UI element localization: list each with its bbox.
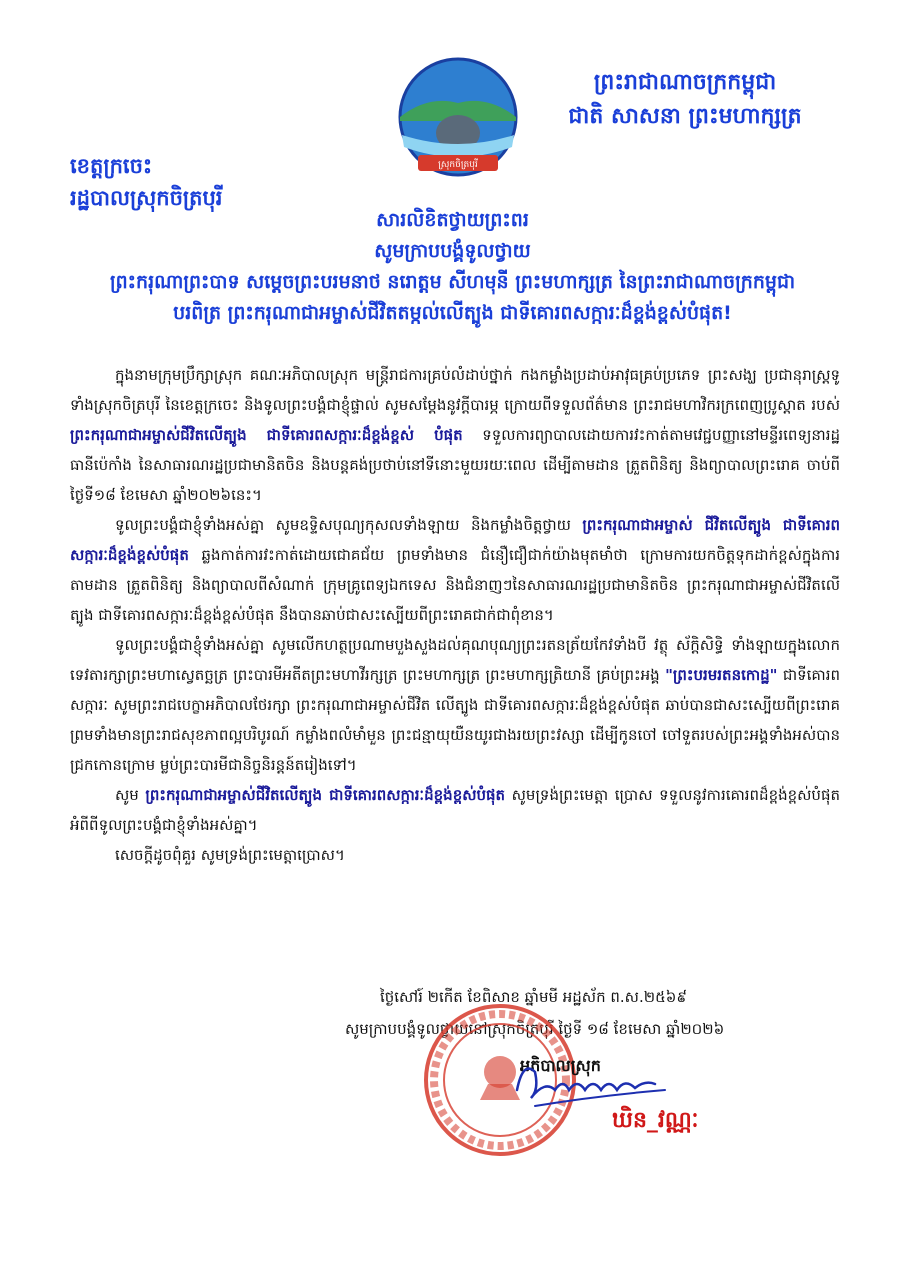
heading-line-2: សូមក្រាបបង្គំទូលថ្វាយ: [374, 240, 531, 262]
paragraph-1: ក្នុងនាមក្រុមប្រឹក្សាស្រុក គណៈអភិបាលស្រុក មន្ត្រីរាជការគ្រប់លំដាប់ថ្នាក់ កងកម្លាំងប្រដាប់អាវុធគ្រប់ប្រភេទ ព្រះសង្ឃ ប្រជានុរាស្ត្រទូទាំងស្រុកចិត្របុរី នៃខេត្តក្រចេះ និងទូលព្រះបង្គំជាខ្ញុំផ្ទាល់ សូមសម្តែងនូវក្តីបារម្ភ ក្រោយពីទទួលព័ត៌មាន ព្រះរាជមហាវិករក្រពេញប្រូស្តាត របស់ ព្រះករុណាជាអម្ចាស់ជីវិតលើត្បូង ជាទីគោរពសក្ការៈដ៏ខ្ពង់ខ្ពស់ បំផុត ទទួលការព្យាបាលដោយការវះកាត់តាមវេជ្ជបញ្ញានៅមន្ទីរពេទ្យនារដ្ឋធានីប៉េកាំង នៃសាធារណរដ្ឋប្រជាមានិតចិន និងបន្តគង់ប្រថាប់នៅទីនោះមួយរយៈពេល ដើម្បីតាមដាន ត្រួតពិនិត្យ និងព្យាបាលព្រះរោគ ចាប់ពីថ្ងៃទី១៨ ខែមេសា ឆ្នាំ២០២៦នេះ។: [70, 366, 840, 504]
paragraph-4: សូម ព្រះករុណាជាអម្ចាស់ជីវិតលើត្បូង ជាទីគោរពសក្ការៈដ៏ខ្ពង់ខ្ពស់បំផុត សូមទ្រង់ព្រះមេត្តា ប្រោស ទទួលនូវការគោរពដ៏ខ្ពង់ខ្ពស់បំផុតអំពីពីទូលព្រះបង្គំជាខ្ញុំទាំងអស់គ្នា។: [70, 786, 840, 834]
official-name: ឃិន_វណ្ណៈ: [612, 1108, 699, 1133]
heading-line-4: បរពិត្រ ព្រះករុណាជាអម្ចាស់ជីវិតតម្កល់លើត្បូង ជាទីគោរពសក្ការៈដ៏ខ្ពង់ខ្ពស់បំផុត!: [173, 302, 732, 324]
district-logo: [388, 55, 528, 195]
province-name: ខេត្តក្រចេះ: [70, 154, 153, 178]
heading-line-1: សារលិខិតថ្វាយព្រះពរ: [376, 209, 529, 231]
kingdom-motto: [535, 66, 835, 134]
kingdom-line: ព្រះរាជាណាចក្រកម្ពុជា: [593, 70, 777, 95]
paragraph-5: សេចក្តីដូចពុំគួរ សូមទ្រង់ព្រះមេត្តាប្រោស។: [115, 846, 345, 864]
heading-line-3: ព្រះករុណាព្រះបាទ សម្តេចព្រះបរមនាថ នរោត្តម សីហមុនី ព្រះមហាក្សត្រ នៃព្រះរាជាណាចក្រកម្ពុជា: [109, 271, 796, 293]
solar-date-place: សូមក្រាបបង្គំទូលថ្វាយនៅស្រុកចិត្របុរី ថ្ងៃទី ១៨ ខែមេសា ឆ្នាំ២០២៦: [345, 1020, 725, 1038]
paragraph-3: ទូលព្រះបង្គំជាខ្ញុំទាំងអស់គ្នា សូមលើកហត្ថប្រណាមបួងសួងដល់គុណបុណ្យព្រះរតនត្រ័យកែវទាំងបី វត្ថុ ស័ក្តិសិទ្ធិ ទាំងឡាយក្នុងលោក ទេវតារក្សាព្រះមហាស្វេតច្ឆត្រ ព្រះបារមីអតីតព្រះមហាវីរក្សត្រ ព្រះមហាក្សត្រ ព្រះមហាក្សត្រិយានី គ្រប់ព្រះអង្គ "ព្រះបរមរតនកោដ្ឋ" ជាទីគោរពសក្ការៈ សូមព្រះរាជបេក្ខាអភិបាលថែរក្សា ព្រះករុណាជាអម្ចាស់ជីវិត លើត្បូង ជាទីគោរពសក្ការៈដ៏ខ្ពង់ខ្ពស់បំផុត ឆាប់បានជាសះស្បើយពីព្រះរោគ ព្រមទាំងមានព្រះរាជសុខភាពល្អបរិបូរណ៍ កម្លាំងពលំមាំមួន ព្រះជន្មាយុយឺនយូរជាងរយព្រះវស្សា ដើម្បីកូនចៅ ចៅទួតរបស់ព្រះអង្គទាំងអស់បានជ្រកកោនក្រោម ម្លប់ព្រះបារមីជានិច្ចនិរន្តន៍តរៀងទៅ។: [70, 636, 841, 774]
paragraph-2: ទូលព្រះបង្គំជាខ្ញុំទាំងអស់គ្នា សូមឧទ្ទិសបុណ្យកុសលទាំងឡាយ និងកម្លាំងចិត្តថ្វាយ ព្រះករុណាជាអម្ចាស់ ជីវិតលើត្បូង ជាទីគោរពសក្ការៈដ៏ខ្ពង់ខ្ពស់បំផុត ឆ្លងកាត់ការវះកាត់ដោយជោគជ័យ ព្រមទាំងមាន ជំនឿជឿជាក់យ៉ាងមុតមាំថា ក្រោមការយកចិត្តទុកដាក់ខ្ពស់ក្នុងការតាមដាន ត្រួតពិនិត្យ និងព្យាបាលពីសំណាក់ ក្រុមគ្រូពេទ្យឯកទេស និងជំនាញៗនៃសាធារណរដ្ឋប្រជាមានិតចិន ព្រះករុណាជាអម្ចាស់ជីវិតលើត្បូង ជាទីគោរពសក្ការៈដ៏ខ្ពង់ខ្ពស់បំផុត នឹងបានឆាប់ជាសះស្បើយពីព្រះរោគជាក់ជាពុំខាន។: [70, 516, 841, 624]
official-title: អភិបាលស្រុក: [520, 1056, 601, 1075]
logo-text: ស្រុកចិត្របុរី: [438, 160, 478, 170]
district-admin-name: រដ្ឋបាលស្រុកចិត្របុរី: [70, 186, 223, 210]
lunar-date: ថ្ងៃសៅរ៍ ២កើត ខែពិសាខ ឆ្នាំមមី អដ្ឋស័ក ព.ស.២៥៦៩: [380, 988, 687, 1006]
nation-religion-king-line: ជាតិ សាសនា ព្រះមហាក្សត្រ: [568, 104, 802, 129]
letter-body: [70, 360, 840, 870]
letter-heading: [40, 205, 865, 329]
